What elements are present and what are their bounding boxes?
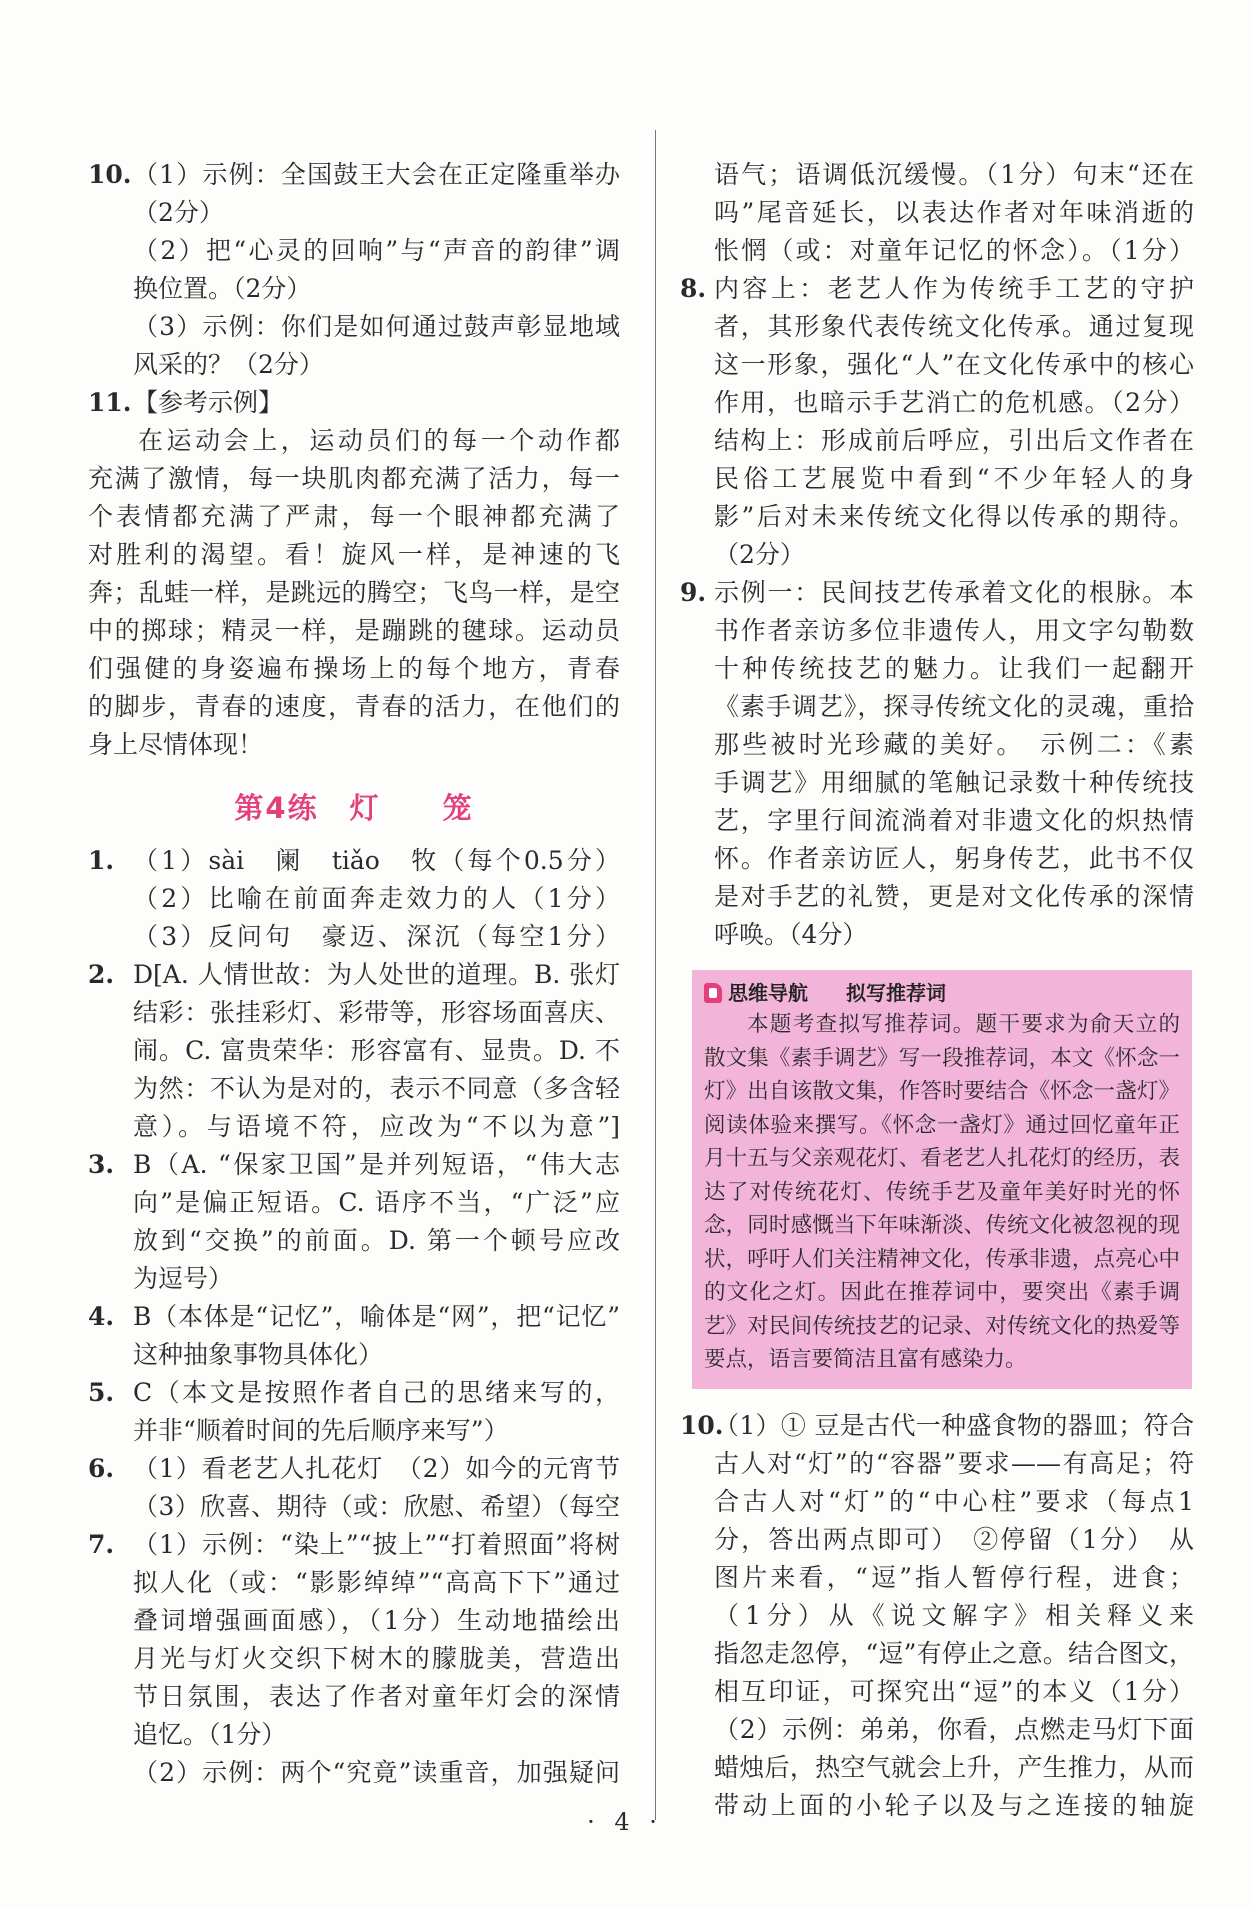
answer-text xyxy=(88,422,620,764)
answer-item xyxy=(88,1526,620,1792)
page-number: · 4 · xyxy=(587,1808,663,1836)
answer-line: 相互印证，可探究出“逗”的本义（1分） xyxy=(714,1676,1194,1706)
answer-line: 风采的？（2分） xyxy=(133,350,324,379)
item-number: 8. xyxy=(680,274,707,303)
answer-line: 那些被时光珍藏的美好。 示例二：《素 xyxy=(714,730,1194,759)
item-number: 11. xyxy=(88,388,132,417)
box-text-line: 达了对传统花灯、传统手艺及童年美好时光的怀 xyxy=(704,1179,1180,1205)
answer-line: 书作者亲访多位非遗传人，用文字勾勒数 xyxy=(714,616,1194,645)
box-text-line: 本题考查拟写推荐词。题干要求为俞天立的 xyxy=(747,1012,1180,1037)
pointing-hand-icon xyxy=(704,983,722,1003)
answer-line: 并非“顺着时间的先后顺序来写”） xyxy=(133,1416,509,1445)
answer-line: 意）。与语境不符，应改为“不以为意”] xyxy=(133,1112,620,1141)
answer-line: （3）欣喜、期待（或：欣慰、希望）（每空 xyxy=(133,1492,620,1521)
item-number: 1. xyxy=(88,846,115,875)
answer-lines xyxy=(133,156,620,384)
answer-item xyxy=(88,842,620,956)
answer-lines xyxy=(133,1146,620,1298)
box-text-line: 念，同时感慨当下年味渐淡、传统文化被忽视的现 xyxy=(704,1213,1180,1238)
answer-line: 语气；语调低沉缓慢。（1分）句末“还在 xyxy=(714,160,1194,189)
answer-line: 结构上：形成前后呼应，引出后文作者在 xyxy=(714,426,1194,455)
left-column xyxy=(88,156,620,1792)
answer-line: （2分） xyxy=(133,198,224,227)
answer-line: 拟人化（或：“影影绰绰”“高高下下”通过 xyxy=(133,1568,620,1597)
answer-lines xyxy=(714,574,1194,954)
answer-lines xyxy=(714,1407,1194,1825)
answer-line: 艺，字里行间流淌着对非遗文化的炽热情 xyxy=(714,806,1194,835)
answer-item xyxy=(88,1450,620,1526)
answer-line: 放到“交换”的前面。D. 第一个顿号应改 xyxy=(133,1226,620,1255)
answer-line: 为然：不认为是对的，表示不同意（多含轻 xyxy=(133,1074,620,1103)
answer-line: （2）示例：弟弟，你看，点燃走马灯下面 xyxy=(714,1714,1194,1744)
answer-lines xyxy=(714,156,1194,270)
answer-line: C（本文是按照作者自己的思绪来写的， xyxy=(133,1378,620,1407)
answer-line: 影”后对未来传统文化得以传承的期待。 xyxy=(714,502,1194,531)
answer-line: 个表情都充满了严肃，每一个眼神都充满了 xyxy=(88,502,620,531)
answer-line: 吗”尾音延长，以表达作者对年味消逝的 xyxy=(714,198,1194,227)
answer-line: （1）① 豆是古代一种盛食物的器皿；符合 xyxy=(714,1410,1194,1440)
item-number: 7. xyxy=(88,1530,115,1559)
item-number: 6. xyxy=(88,1454,115,1483)
answer-line: 为逗号） xyxy=(133,1264,234,1293)
answer-line: 怀。作者亲访匠人，躬身传艺，此书不仅 xyxy=(714,844,1194,873)
box-text-line: 艺》对民间传统技艺的记录、对传统文化的热爱等 xyxy=(704,1313,1180,1339)
answer-line: （1分）从《说文解字》相关释义来 xyxy=(714,1600,1194,1630)
answer-line: 向”是偏正短语。C. 语序不当，“广泛”应 xyxy=(133,1188,620,1217)
answer-line: （3）反问句 豪迈、深沉（每空1分） xyxy=(133,922,620,951)
answer-line: 的脚步，青春的速度，青春的活力，在他们的 xyxy=(88,692,620,721)
answer-line: 手调艺》用细腻的笔触记录数十种传统技 xyxy=(714,768,1194,797)
answer-line: 十种传统技艺的魅力。让我们一起翻开 xyxy=(714,654,1194,683)
answer-line: 充满了激情，每一块肌肉都充满了活力，每一 xyxy=(88,464,620,493)
right-column xyxy=(680,156,1194,1825)
answer-line: 对胜利的渴望。看！旋风一样，是神速的飞 xyxy=(88,540,620,569)
answer-item xyxy=(88,1374,620,1450)
answer-line: 怅惘（或：对童年记忆的怀念）。（1分） xyxy=(714,236,1194,265)
item-number: 2. xyxy=(88,960,115,989)
answer-line: 带动上面的小轮子以及与之连接的轴旋 xyxy=(714,1790,1194,1820)
answer-line: （2分） xyxy=(714,540,805,569)
answer-line: （1）示例：全国鼓王大会在正定隆重举办 xyxy=(133,160,620,189)
answer-lines xyxy=(133,384,620,422)
answer-lines xyxy=(133,1374,620,1450)
answer-item xyxy=(88,1146,620,1298)
answer-line: 者，其形象代表传统文化传承。通过复现 xyxy=(714,312,1194,341)
answer-line: 呼唤。（4分） xyxy=(714,920,868,949)
answer-item xyxy=(88,1298,620,1374)
answer-line: 分，答出两点即可） ②停留（1分） 从 xyxy=(714,1524,1194,1554)
answer-line: 图片来看，“逗”指人暂停行程，进食； xyxy=(714,1562,1194,1592)
answer-line: 奔；乱蛙一样，是跳远的腾空；飞鸟一样，是空 xyxy=(88,578,620,607)
box-text-line: 散文集《素手调艺》写一段推荐词，本文《怀念一 xyxy=(704,1045,1180,1071)
item-number: 5. xyxy=(88,1378,115,1407)
section-title-wrap xyxy=(88,764,620,842)
answer-line: 是对手艺的礼赞，更是对文化传承的深情 xyxy=(714,882,1194,911)
answer-line: 民俗工艺展览中看到“不少年轻人的身 xyxy=(714,464,1194,493)
answer-lines xyxy=(88,422,620,764)
box-subtitle: 拟写推荐词 xyxy=(846,981,946,1005)
answer-line: 内容上：老艺人作为传统手工艺的守护 xyxy=(714,274,1194,303)
answer-text xyxy=(680,156,1194,270)
thinking-guide-box xyxy=(692,970,1192,1389)
answer-line: （1）看老艺人扎花灯 （2）如今的元宵节 xyxy=(133,1454,620,1483)
answer-line: B（A. “保家卫国”是并列短语，“伟大志 xyxy=(133,1150,620,1179)
answer-item xyxy=(88,156,620,384)
item-number: 4. xyxy=(88,1302,115,1331)
answer-item xyxy=(88,956,620,1146)
answer-line: 结彩：张挂彩灯、彩带等，形容场面喜庆、 xyxy=(133,998,620,1027)
answer-line: 《素手调艺》，探寻传统文化的灵魂，重拾 xyxy=(714,692,1194,721)
section-title: 第4练 灯 笼 xyxy=(234,791,474,825)
answer-line: 叠词增强画面感），（1分）生动地描绘出 xyxy=(133,1606,620,1635)
answer-line: 作用，也暗示手艺消亡的危机感。（2分） xyxy=(714,388,1194,417)
answer-line: 指忽走忽停，“逗”有停止之意。结合图文， xyxy=(714,1638,1194,1668)
answer-line: 们强健的身姿遍布操场上的每个地方，青春 xyxy=(88,654,620,683)
box-text-line: 月十五与父亲观花灯、看老艺人扎花灯的经历，表 xyxy=(704,1146,1180,1171)
box-label: 思维导航 xyxy=(728,981,808,1005)
answer-line: （2）把“心灵的回响”与“声音的韵律”调 xyxy=(133,236,620,265)
answer-item xyxy=(88,384,620,422)
answer-line: 月光与灯火交织下树木的朦胧美，营造出 xyxy=(133,1644,620,1673)
item-number: 3. xyxy=(88,1150,115,1179)
box-text-line: 灯》出自该散文集，作答时要结合《怀念一盏灯》 xyxy=(704,1079,1180,1104)
answer-line: （1）示例：“染上”“披上”“打着照面”将树 xyxy=(133,1530,620,1559)
answer-line: （1）sài 阑 tiǎo 牧（每个0.5分） xyxy=(133,846,620,875)
answer-lines xyxy=(133,1450,620,1526)
answer-line: 中的掷球；精灵一样，是蹦跳的毽球。运动员 xyxy=(88,616,620,645)
answer-item xyxy=(680,1407,1194,1825)
answer-line: 换位置。（2分） xyxy=(133,274,312,303)
answer-lines xyxy=(133,956,620,1146)
answer-item xyxy=(680,270,1194,574)
answer-lines xyxy=(133,1526,620,1792)
answer-line: 身上尽情体现！ xyxy=(88,730,264,759)
answer-line: D[A. 人情世故：为人处世的道理。B. 张灯 xyxy=(133,960,620,989)
answer-line: （3）示例：你们是如何通过鼓声彰显地域 xyxy=(133,312,620,341)
box-text-line: 要点，语言要简洁且富有感染力。 xyxy=(704,1347,1027,1372)
answer-line: 在运动会上，运动员们的每一个动作都 xyxy=(138,426,620,455)
answer-line: 这种抽象事物具体化） xyxy=(133,1340,384,1369)
answer-lines xyxy=(133,842,620,956)
box-text-line: 的文化之灯。因此在推荐词中，要突出《素手调 xyxy=(704,1280,1180,1305)
item-number: 10. xyxy=(680,1410,724,1440)
answer-line: 蜡烛后，热空气就会上升，产生推力，从而 xyxy=(714,1752,1194,1782)
answer-item xyxy=(680,574,1194,954)
column-divider xyxy=(655,130,656,1820)
answer-line: 闹。C. 富贵荣华：形容富有、显贵。D. 不 xyxy=(133,1036,620,1065)
answer-line: （2）比喻在前面奔走效力的人（1分） xyxy=(133,884,620,913)
answer-line: 示例一：民间技艺传承着文化的根脉。本 xyxy=(714,578,1194,607)
answer-line: （2）示例：两个“究竟”读重音，加强疑问 xyxy=(133,1758,620,1787)
answer-line: 合古人对“灯”的“中心柱”要求（每点1 xyxy=(714,1486,1194,1516)
box-text-line: 状，呼吁人们关注精神文化，传承非遗，点亮心中 xyxy=(704,1246,1180,1272)
answer-lines xyxy=(133,1298,620,1374)
box-header xyxy=(704,978,1180,1008)
answer-line: 【参考示例】 xyxy=(133,388,284,417)
answer-line: 古人对“灯”的“容器”要求——有高足；符 xyxy=(714,1448,1194,1478)
box-text-line: 阅读体验来撰写。《怀念一盏灯》通过回忆童年正 xyxy=(704,1112,1180,1138)
answer-line: B（本体是“记忆”，喻体是“网”，把“记忆” xyxy=(133,1302,620,1331)
item-number: 9. xyxy=(680,578,707,607)
answer-lines xyxy=(714,270,1194,574)
item-number: 10. xyxy=(88,160,132,189)
answer-line: 追忆。（1分） xyxy=(133,1720,287,1749)
answer-line: 这一形象，强化“人”在文化传承中的核心 xyxy=(714,350,1194,379)
answer-line: 节日氛围，表达了作者对童年灯会的深情 xyxy=(133,1682,620,1711)
